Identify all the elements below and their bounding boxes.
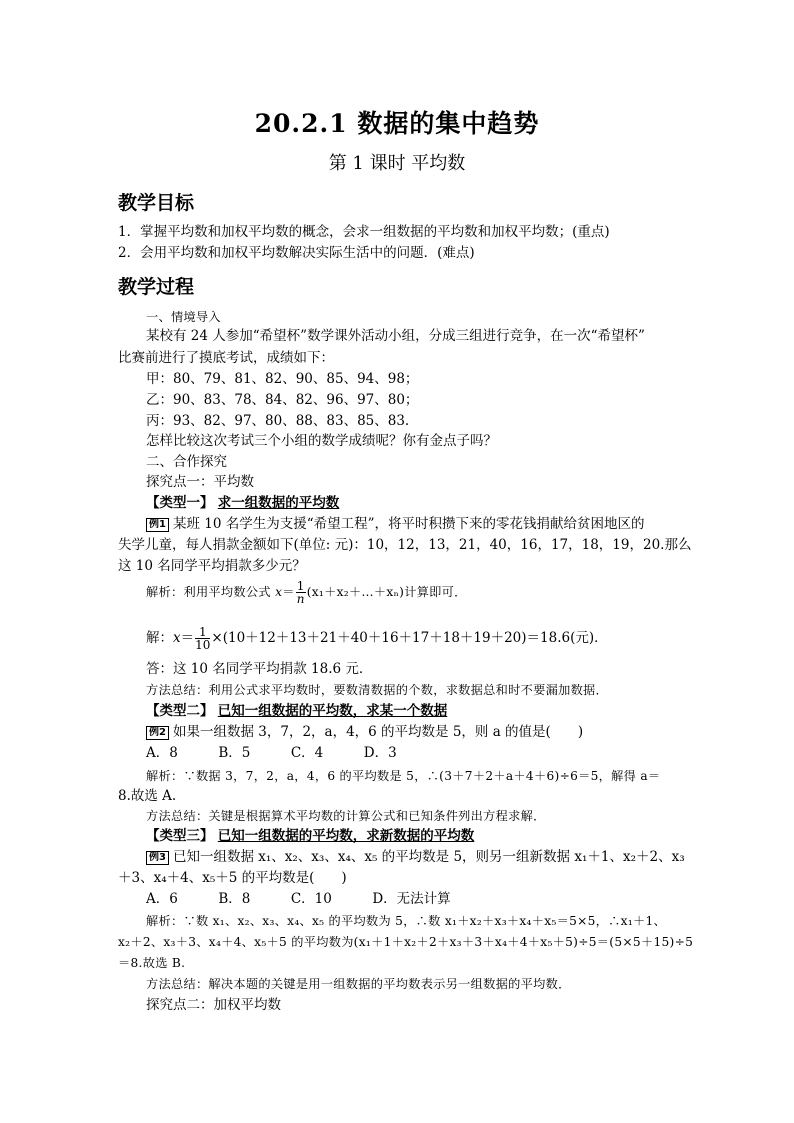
group-c-scores: 丙：93、82、97、80、88、83、85、83. [146, 413, 410, 429]
example-3-summary: 方法总结：解决本题的关键是用一组数据的平均数表示另一组数据的平均数． [146, 977, 571, 991]
fraction-denominator: 10 [195, 638, 211, 652]
fraction-one-over-ten [195, 626, 210, 651]
example-1-answer: 答：这 10 名同学平均捐款 18.6 元． [146, 661, 373, 677]
solution-prefix: 解： [146, 630, 173, 646]
example-2-text: 如果一组数据 3，7，2，a，4，6 的平均数是 5，则 a 的值是( ) [172, 724, 584, 740]
example-1-solution [146, 626, 608, 651]
analysis-prefix: 解析：利用平均数公式 [146, 585, 276, 599]
goal-1: 1．掌握平均数和加权平均数的概念，会求一组数据的平均数和加权平均数；(重点) [118, 224, 610, 240]
goal-2: 2．会用平均数和加权平均数解决实际生活中的问题．(难点) [118, 245, 475, 261]
explore-point-2: 探究点二：加权平均数 [146, 997, 281, 1013]
fraction-numerator: 1 [195, 626, 210, 639]
explore-point-1: 探究点一：平均数 [146, 474, 254, 490]
example-3-tag: 例3 [146, 851, 169, 865]
equals-sign: ＝ [282, 585, 295, 599]
example-3-analysis-2: x₂＋2、x₃＋3、x₄＋4、x₅＋5 的平均数为(x₁＋1＋x₂＋2＋x₃＋3＋x₄＋4＋x₅＋5)÷5＝(5×5＋15)÷5 [118, 935, 694, 949]
example-1-line-3: 这 10 名同学平均捐款多少元？ [118, 558, 306, 574]
type-1-heading [146, 494, 339, 512]
coop-heading: 二、合作探究 [146, 454, 227, 470]
fraction-denominator: n [296, 592, 305, 606]
example-1-analysis [146, 580, 467, 605]
group-a-scores: 甲：80、79、81、82、90、85、94、98； [146, 371, 419, 387]
intro-paragraph-line-2: 比赛前进行了摸底考试，成绩如下： [118, 350, 334, 366]
type-1-label: 【类型一】 [146, 495, 214, 511]
example-3-analysis-3: ＝8.故选 B. [118, 956, 186, 970]
example-1-line-1 [146, 515, 645, 533]
mean-symbol: x [275, 585, 283, 599]
type-2-heading [146, 702, 447, 720]
example-3-analysis-1: 解析：∵数 x₁、x₂、x₃、x₄、x₅ 的平均数为 5，∴数 x₁＋x₂＋x₃＋x₄＋x₅＝5×5，∴x₁＋1、 [146, 914, 667, 928]
section-heading-goals: 教学目标 [118, 192, 195, 214]
type-1-title: 求一组数据的平均数 [217, 495, 340, 511]
fraction-numerator: 1 [296, 579, 305, 593]
example-1-text-1: 某班 10 名学生为支援“希望工程”，将平时积攒下来的零花钱捐献给贫困地区的 [172, 516, 645, 532]
example-2-question [146, 723, 583, 741]
solution-expression: ×(10＋12＋13＋21＋40＋16＋17＋18＋19＋20)＝18.6(元)． [211, 630, 608, 646]
page-title: 20.2.1 数据的集中趋势 [254, 109, 540, 138]
example-2-tag: 例2 [146, 726, 169, 740]
type-3-title: 已知一组数据的平均数，求新数据的平均数 [217, 828, 475, 844]
mean-symbol: x [173, 630, 181, 646]
intro-paragraph-line-1: 某校有 24 人参加“希望杯”数学课外活动小组，分成三组进行竞争，在一次“希望杯” [146, 328, 645, 344]
intro-heading: 一、情境导入 [146, 310, 221, 324]
group-b-scores: 乙：90、83、78、84、82、96、97、80； [146, 392, 419, 408]
type-3-label: 【类型三】 [146, 828, 214, 844]
example-1-tag: 例1 [146, 518, 169, 532]
example-1-line-2: 失学儿童，每人捐款金额如下(单位: 元)：10，12，13，21，40，16，17，18，19，20.那么 [118, 537, 692, 553]
example-3-line-1 [146, 848, 685, 866]
example-3-line-2: ＋3、x₄＋4、x₅＋5 的平均数是( ) [118, 870, 347, 886]
type-3-heading [146, 827, 474, 845]
page-subtitle: 第 1 课时 平均数 [328, 153, 466, 174]
fraction-one-over-n [296, 580, 306, 605]
type-2-label: 【类型二】 [146, 703, 214, 719]
example-1-summary: 方法总结：利用公式求平均数时，要数清数据的个数，求数据总和时不要漏加数据． [146, 683, 609, 697]
example-2-options: A．8 B．5 C．4 D．3 [146, 745, 397, 761]
equals-sign: ＝ [180, 630, 195, 646]
example-3-text-1: 已知一组数据 x₁、x₂、x₃、x₄、x₅ 的平均数是 5，则另一组新数据 x₁＋1、x₂＋2、x₃ [172, 849, 685, 865]
example-3-options: A．6 B．8 C．10 D．无法计算 [146, 891, 451, 907]
type-2-title: 已知一组数据的平均数，求某一个数据 [217, 703, 448, 719]
intro-question: 怎样比较这次考试三个小组的数学成绩呢？你有金点子吗？ [146, 433, 497, 449]
example-2-summary: 方法总结：关键是根据算术平均数的计算公式和已知条件列出方程求解． [146, 809, 546, 823]
analysis-expression: (x₁＋x₂＋…＋xₙ)计算即可． [306, 585, 467, 599]
example-2-analysis-2: 8.故选 A. [118, 788, 177, 804]
example-2-analysis-1: 解析：∵数据 3，7，2，a，4，6 的平均数是 5，∴(3＋7＋2＋a＋4＋6)÷6＝5，解得 a＝ [146, 769, 661, 783]
section-heading-process: 教学过程 [118, 276, 195, 298]
